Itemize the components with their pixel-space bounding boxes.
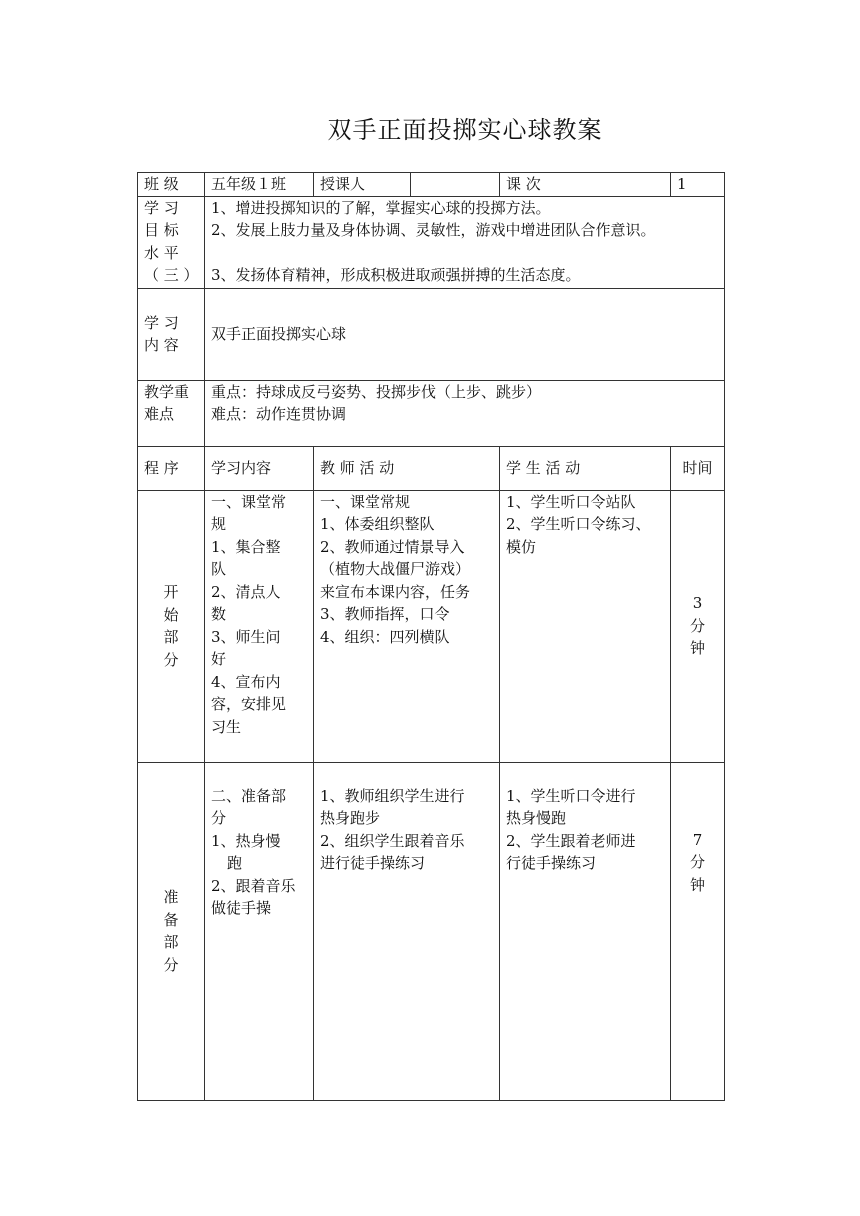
section-student-activity bbox=[500, 490, 671, 762]
content-label-line: 内 容 bbox=[144, 336, 179, 354]
section-name bbox=[138, 762, 205, 1100]
content-label bbox=[138, 288, 205, 380]
page-title: 双手正面投掷实心球教案 bbox=[327, 116, 603, 144]
content-line: 队 bbox=[211, 560, 227, 578]
student-line: 1、学生听口令进行 bbox=[506, 786, 636, 805]
time-line: 钟 bbox=[689, 875, 705, 894]
info-row bbox=[138, 173, 725, 197]
content-line: 2、跟着音乐 bbox=[211, 876, 296, 895]
section-teacher-activity bbox=[314, 762, 500, 1100]
content-row bbox=[138, 288, 725, 380]
content-line: 1、热身慢 bbox=[211, 831, 281, 850]
content-line: 做徒手操 bbox=[211, 899, 272, 917]
content-line: 一、课堂常 bbox=[211, 492, 287, 511]
section-name-line: 部 bbox=[163, 933, 179, 951]
teacher-line: 2、教师通过情景导入 bbox=[320, 537, 465, 556]
header-row bbox=[138, 446, 725, 490]
section-name-line: 部 bbox=[163, 628, 179, 646]
student-line: 模仿 bbox=[506, 537, 537, 556]
difficulty-text: 难点：动作连贯协调 bbox=[211, 405, 347, 423]
section-name-line: 始 bbox=[163, 605, 179, 624]
teacher-label: 授课人 bbox=[314, 173, 411, 197]
key-points-label-line: 教学重 bbox=[144, 382, 190, 401]
student-line: 2、学生听口令练习、 bbox=[506, 515, 651, 533]
header-sequence: 程 序 bbox=[138, 446, 205, 490]
key-points-label-line: 难点 bbox=[144, 405, 175, 423]
content-value: 双手正面投掷实心球 bbox=[205, 288, 725, 380]
student-line: 2、学生跟着老师进 bbox=[506, 831, 636, 850]
time-line: 7 bbox=[692, 830, 703, 849]
teacher-line: 来宣布本课内容，任务 bbox=[320, 582, 471, 601]
teacher-line: 一、课堂常规 bbox=[320, 492, 411, 511]
goal-item: 1、增进投掷知识的了解，掌握实心球的投掷方法。 bbox=[211, 198, 551, 217]
teacher-line: 1、体委组织整队 bbox=[320, 515, 435, 533]
section-content bbox=[205, 762, 314, 1100]
section-opening bbox=[138, 490, 725, 762]
content-line: 跑 bbox=[227, 854, 243, 872]
lesson-value: 1 bbox=[671, 173, 725, 197]
lesson-label: 课 次 bbox=[500, 173, 671, 197]
content-line: 4、宣布内 bbox=[211, 672, 281, 691]
section-name-line: 分 bbox=[163, 650, 179, 669]
section-name-line: 开 bbox=[163, 583, 179, 601]
class-value: 五年级１班 bbox=[205, 173, 314, 197]
content-line: 分 bbox=[211, 809, 227, 827]
section-name-line: 备 bbox=[163, 910, 179, 929]
focus-text: 重点：持球成反弓姿势、投掷步伐（上步、跳步） bbox=[211, 382, 542, 401]
student-line: 热身慢跑 bbox=[506, 809, 567, 827]
section-student-activity bbox=[500, 762, 671, 1100]
section-name bbox=[138, 490, 205, 762]
content-line: 二、准备部 bbox=[211, 786, 287, 805]
teacher-line: （植物大战僵尸游戏） bbox=[320, 560, 471, 578]
section-time bbox=[671, 490, 725, 762]
student-line: 行徒手操练习 bbox=[506, 854, 597, 872]
content-line: 容，安排见 bbox=[211, 695, 287, 713]
content-line: 习生 bbox=[211, 717, 242, 736]
goals-label-line: 水 平 bbox=[144, 243, 179, 262]
time-line: 分 bbox=[689, 616, 705, 635]
goals-row bbox=[138, 196, 725, 288]
teacher-line: 热身跑步 bbox=[320, 809, 381, 827]
teacher-line: 1、教师组织学生进行 bbox=[320, 786, 465, 805]
header-time: 时间 bbox=[671, 446, 725, 490]
teacher-line: 进行徒手操练习 bbox=[320, 854, 426, 872]
content-line: 规 bbox=[211, 515, 227, 533]
teacher-value bbox=[411, 173, 500, 197]
header-teacher-activity: 教 师 活 动 bbox=[314, 446, 500, 490]
goal-item: 3、发扬体育精神，形成积极进取顽强拼搏的生活态度。 bbox=[211, 265, 581, 284]
section-warmup bbox=[138, 762, 725, 1100]
goals-label bbox=[138, 196, 205, 288]
time-line: 3 bbox=[692, 594, 703, 613]
header-student-activity: 学 生 活 动 bbox=[500, 446, 671, 490]
goals-items bbox=[205, 196, 725, 288]
time-line: 钟 bbox=[689, 639, 705, 658]
content-label-line: 学 习 bbox=[144, 313, 179, 332]
header-learning-content: 学习内容 bbox=[205, 446, 314, 490]
content-line: 1、集合整 bbox=[211, 537, 281, 556]
key-points-row bbox=[138, 380, 725, 446]
class-label: 班 级 bbox=[138, 173, 205, 197]
section-teacher-activity bbox=[314, 490, 500, 762]
goal-item: 2、发展上肢力量及身体协调、灵敏性，游戏中增进团队合作意识。 bbox=[211, 221, 656, 239]
goals-label-line: （ 三 ） bbox=[144, 266, 199, 284]
key-points-value bbox=[205, 380, 725, 446]
content-line: 数 bbox=[211, 605, 227, 623]
lesson-plan-table bbox=[137, 172, 725, 1101]
goals-label-line: 学 习 bbox=[144, 198, 179, 217]
content-line: 3、师生问 bbox=[211, 627, 281, 646]
content-line: 2、清点人 bbox=[211, 582, 281, 601]
section-name-line: 分 bbox=[163, 955, 179, 974]
content-line: 好 bbox=[211, 650, 227, 668]
time-line: 分 bbox=[689, 853, 705, 871]
student-line: 1、学生听口令站队 bbox=[506, 492, 636, 511]
goals-label-line: 目 标 bbox=[144, 221, 179, 239]
teacher-line: 4、组织：四列横队 bbox=[320, 627, 450, 646]
teacher-line: 2、组织学生跟着音乐 bbox=[320, 831, 465, 850]
section-time bbox=[671, 762, 725, 1100]
section-name-line: 准 bbox=[163, 888, 179, 906]
key-points-label bbox=[138, 380, 205, 446]
teacher-line: 3、教师指挥，口令 bbox=[320, 605, 450, 623]
section-content bbox=[205, 490, 314, 762]
